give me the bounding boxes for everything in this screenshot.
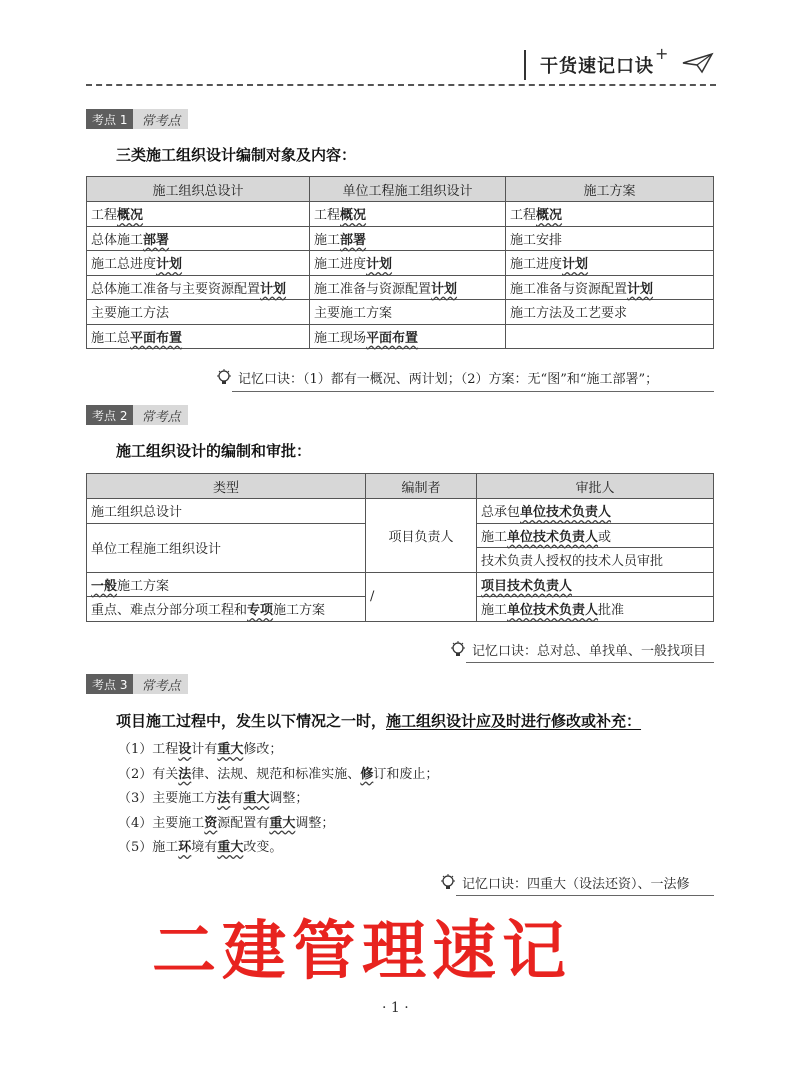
- section2-table: [86, 473, 714, 622]
- list-item: （1）工程设计有重大修改；: [118, 742, 283, 757]
- table-header-row: [87, 177, 714, 202]
- memo-underline: [456, 895, 714, 896]
- table-cell: 施工单位技术负责人批准: [477, 597, 714, 622]
- badge-label: 常考点: [133, 405, 188, 425]
- column-header: 施工组织总设计: [87, 177, 310, 202]
- table-cell: 施工安排: [506, 226, 714, 251]
- table-row: [87, 275, 714, 300]
- table-cell: 主要施工方案: [310, 300, 506, 325]
- table-cell: 施工部署: [310, 226, 506, 251]
- table-row: [87, 499, 714, 524]
- memo-text: 记忆口诀：总对总、单找单、一般找项目: [472, 644, 707, 659]
- section2-badge: [86, 405, 188, 425]
- badge-number: 考点 3: [86, 674, 133, 694]
- table-cell: 施工方法及工艺要求: [506, 300, 714, 325]
- table-row: [87, 226, 714, 251]
- section3-list: [118, 738, 438, 861]
- section3-heading: 项目施工过程中，发生以下情况之一时，施工组织设计应及时进行修改或补充：: [116, 712, 642, 730]
- table-cell: 施工进度计划: [310, 251, 506, 276]
- table-row: [87, 251, 714, 276]
- sparkle-icon: +: [655, 44, 669, 63]
- memo-text: 记忆口诀：四重大（设法还资）、一法修: [462, 877, 690, 892]
- section2-memo: [450, 640, 706, 659]
- badge-number: 考点 2: [86, 405, 133, 425]
- column-header: 编制者: [366, 474, 477, 499]
- list-item: （5）施工环境有重大改变。: [118, 840, 283, 855]
- table-row: [87, 324, 714, 349]
- table-header-row: [87, 474, 714, 499]
- list-item: （4）主要施工资源配置有重大调整；: [118, 815, 335, 831]
- overlay-title: 二建管理速记: [152, 915, 572, 989]
- section1-heading: 三类施工组织设计编制对象及内容：: [116, 146, 357, 164]
- table-cell: [506, 324, 714, 349]
- section3-badge: [86, 674, 188, 694]
- badge-label: 常考点: [133, 674, 188, 694]
- table-cell: 主要施工方法: [87, 300, 310, 325]
- table-cell: 施工单位技术负责人或: [477, 523, 714, 548]
- table-cell: 施工组织总设计: [87, 499, 366, 524]
- column-header: 类型: [87, 474, 366, 499]
- table-cell: 总体施工部署: [87, 226, 310, 251]
- table-cell: 总承包单位技术负责人: [477, 499, 714, 524]
- table-cell: 总体施工准备与主要资源配置计划: [87, 275, 310, 300]
- section3-memo: [440, 873, 690, 892]
- lightbulb-icon: [450, 641, 466, 659]
- table-cell: /: [366, 572, 477, 621]
- section1-table: [86, 176, 714, 349]
- table-cell: 工程概况: [87, 202, 310, 227]
- header-title: 干货速记口诀: [540, 56, 654, 77]
- table-cell: 施工现场平面布置: [310, 324, 506, 349]
- header-divider: [86, 84, 716, 86]
- table-cell: 重点、难点分部分项工程和专项施工方案: [87, 597, 366, 622]
- table-cell: 项目技术负责人: [477, 572, 714, 597]
- table-cell: 技术负责人授权的技术人员审批: [477, 548, 714, 573]
- memo-underline: [232, 391, 714, 392]
- header-marker: [524, 50, 526, 80]
- table-cell: 施工准备与资源配置计划: [506, 275, 714, 300]
- table-cell: 工程概况: [310, 202, 506, 227]
- table-cell: 工程概况: [506, 202, 714, 227]
- section1-badge: [86, 109, 188, 129]
- page-number: · 1 ·: [382, 1000, 409, 1016]
- memo-underline: [466, 662, 714, 663]
- column-header: 审批人: [477, 474, 714, 499]
- section1-memo: [216, 368, 658, 387]
- list-item: （2）有关法律、法规、规范和标准实施、修订和废止；: [118, 766, 439, 782]
- badge-label: 常考点: [133, 109, 188, 129]
- table-cell: 施工总进度计划: [87, 251, 310, 276]
- table-cell: 施工进度计划: [506, 251, 714, 276]
- table-cell: 施工总平面布置: [87, 324, 310, 349]
- column-header: 施工方案: [506, 177, 714, 202]
- table-cell: 单位工程施工组织设计: [87, 523, 366, 572]
- lightbulb-icon: [216, 369, 232, 387]
- table-cell: 施工准备与资源配置计划: [310, 275, 506, 300]
- table-cell: 一般施工方案: [87, 572, 366, 597]
- table-row: [87, 202, 714, 227]
- table-row: [87, 572, 714, 597]
- table-row: [87, 300, 714, 325]
- table-cell: 项目负责人: [366, 499, 477, 573]
- section2-heading: 施工组织设计的编制和审批：: [116, 442, 312, 460]
- badge-number: 考点 1: [86, 109, 133, 129]
- page-header: [0, 0, 800, 90]
- list-item: （3）主要施工方法有重大调整；: [118, 791, 309, 806]
- memo-text: 记忆口诀：（1）都有一概况、两计划；（2）方案：无“图”和“施工部署”；: [238, 372, 659, 387]
- paper-plane-icon: [682, 52, 714, 74]
- lightbulb-icon: [440, 874, 456, 892]
- column-header: 单位工程施工组织设计: [310, 177, 506, 202]
